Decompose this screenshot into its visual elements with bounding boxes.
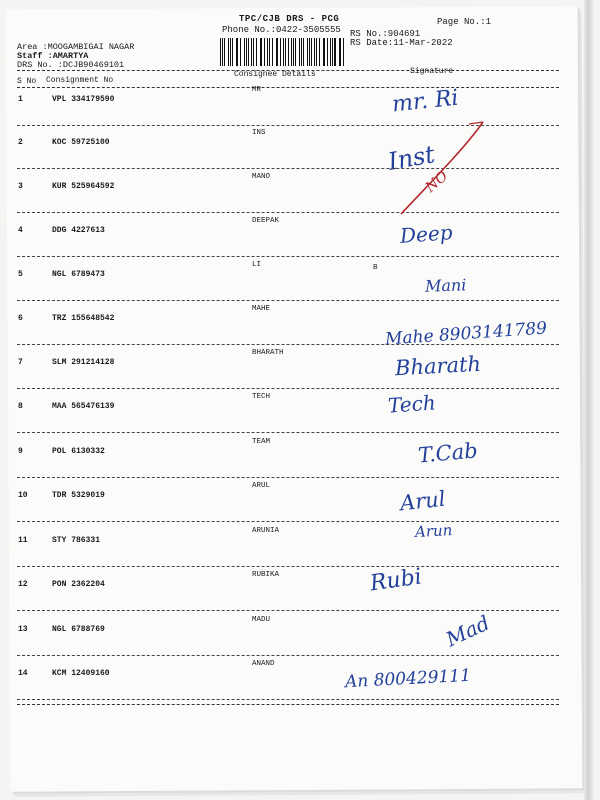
handwritten-signature: Tech (387, 390, 437, 418)
row-sno: 7 (18, 358, 23, 367)
red-strike-mark (395, 118, 490, 218)
row-divider (17, 655, 559, 656)
handwritten-signature: T.Cab (417, 438, 479, 468)
handwritten-signature: Mad (442, 610, 494, 652)
col-header-consignment: Consignment No (46, 76, 114, 85)
table-row (0, 168, 590, 226)
row-sno: 2 (18, 138, 23, 147)
row-sno: 1 (18, 95, 23, 104)
handwritten-signature: Mahe 8903141789 (384, 318, 548, 350)
row-consignee: ARUNIA (252, 527, 280, 535)
handwritten-signature: Arun (414, 521, 453, 541)
row-divider (17, 256, 559, 257)
row-consignee: TEAM (252, 438, 271, 446)
row-consignment-no: NGL 6789473 (52, 270, 105, 279)
row-consignee: INS (252, 129, 266, 137)
row-consignee: ANAND (252, 660, 275, 668)
row-divider (17, 566, 559, 567)
phone-number: Phone No.:0422-3505555 (222, 25, 341, 35)
row-consignment-no: KCM 12409160 (52, 669, 110, 678)
row-consignee: ARUL (252, 482, 271, 490)
row-divider (17, 344, 559, 345)
table-row (0, 482, 590, 535)
handwritten-signature: mr. Ri (390, 85, 460, 118)
row-divider (17, 610, 559, 611)
table-row (0, 564, 590, 624)
row-consignee: DEEPAK (252, 217, 280, 225)
page-number: Page No.:1 (437, 17, 492, 27)
row-consignment-no: SLM 291214128 (52, 358, 115, 367)
handwritten-signature: Rubi (368, 564, 424, 597)
col-header-signature: Signature (410, 67, 454, 76)
row-sno: 10 (18, 491, 28, 500)
row-consignee: LI (252, 261, 262, 269)
column-header-divider (17, 87, 559, 88)
row-divider (17, 300, 559, 301)
col-header-sno: S No (17, 77, 37, 86)
row-consignee: RUBIKA (252, 571, 280, 579)
row-sno: 4 (18, 226, 23, 235)
table-row (0, 521, 590, 580)
table-row (0, 217, 590, 270)
row-consignee: MANO (252, 173, 271, 181)
table-row (0, 660, 590, 713)
handwritten-signature: Mani (424, 275, 467, 296)
table-row (0, 438, 590, 491)
row-divider (17, 477, 559, 478)
handwritten-signature: Arul (398, 486, 447, 516)
row-sno: 12 (18, 580, 28, 589)
table-row (0, 261, 590, 314)
footer-divider (17, 704, 559, 705)
row-consignment-no: KOC 59725100 (52, 138, 110, 147)
row-divider (17, 521, 559, 522)
table-row (0, 390, 590, 446)
row-consignment-no: STY 786331 (52, 536, 101, 545)
table-row (0, 129, 590, 182)
row-sno: 14 (18, 669, 28, 678)
rs-number: RS No.:904691 (350, 29, 421, 39)
row-divider (17, 388, 559, 389)
row-consignment-no: NGL 6788769 (52, 625, 105, 634)
row-sno: 5 (18, 270, 23, 279)
handwritten-signature: An 800429111 (344, 665, 472, 693)
row-sno: 3 (18, 182, 23, 191)
row-5-extra-mark: B (373, 264, 378, 272)
staff-label: Staff :AMARTYA (17, 51, 89, 61)
col-header-consignee: Consignee Details (234, 70, 316, 79)
row-sno: 9 (18, 447, 23, 456)
row-consignment-no: VPL 334179590 (52, 95, 115, 104)
row-consignee: MR (252, 86, 262, 94)
row-consignment-no: POL 6130332 (52, 447, 105, 456)
drs-number: DRS No. :DCJB90469101 (17, 60, 125, 70)
table-row (0, 349, 590, 402)
row-divider (17, 699, 559, 700)
row-consignee: MAHE (252, 305, 271, 313)
row-consignment-no: PON 2362204 (52, 580, 105, 589)
row-consignment-no: MAA 565476139 (52, 402, 115, 411)
row-consignment-no: TDR 5329019 (52, 491, 105, 500)
row-consignee: BHARATH (252, 349, 284, 357)
row-sno: 13 (18, 625, 28, 634)
handwritten-signature: NO (422, 168, 452, 196)
table-row (0, 305, 590, 358)
row-sno: 6 (18, 314, 23, 323)
rs-date: RS Date:11-Mar-2022 (350, 38, 453, 48)
handwritten-signature: Inst (385, 140, 437, 176)
handwritten-signature: Bharath (394, 351, 482, 381)
area-label: Area :MOOGAMBIGAI NAGAR (17, 42, 135, 52)
row-consignee: TECH (252, 393, 271, 401)
handwritten-signature: Deep (399, 220, 454, 248)
row-consignee: MADU (252, 616, 271, 624)
row-sno: 11 (18, 536, 28, 545)
row-sno: 8 (18, 402, 23, 411)
row-consignment-no: TRZ 155648542 (52, 314, 115, 323)
row-consignment-no: DDG 4227613 (52, 226, 105, 235)
row-consignment-no: KUR 525964592 (52, 182, 115, 191)
table-row (0, 610, 590, 669)
row-divider (17, 432, 559, 433)
table-row (0, 85, 590, 139)
document-title: TPC/CJB DRS - PCG (239, 14, 340, 24)
barcode-image (220, 38, 346, 66)
